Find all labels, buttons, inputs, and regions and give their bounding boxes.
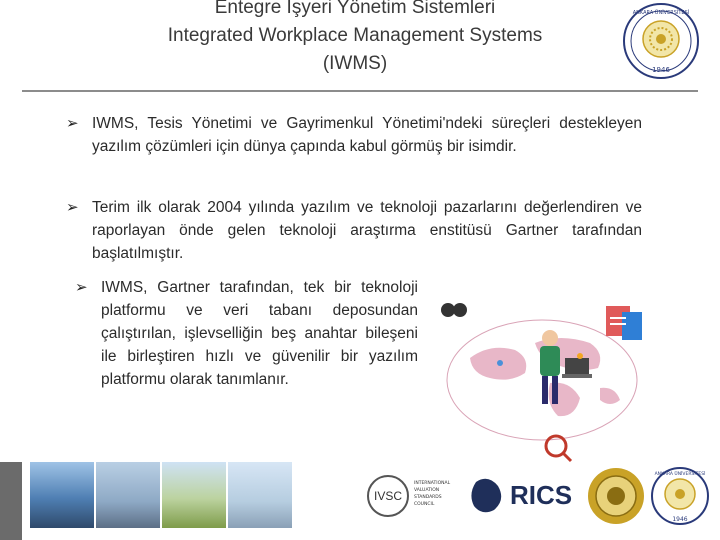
title-english: Integrated Workplace Management Systems — [167, 25, 543, 46]
gold-seal-logo — [588, 468, 644, 524]
logo-year: 1946 — [652, 66, 670, 74]
ivsc-line: INTERNATIONAL — [414, 481, 451, 486]
title-abbreviation: (IWMS) — [322, 53, 388, 74]
title-turkish: Entegre Işyeri Yönetim Sistemleri — [214, 0, 496, 18]
rics-label: RICS — [510, 480, 573, 510]
footer-gray-block — [0, 462, 22, 540]
partner-logos — [358, 466, 720, 536]
ivsc-line: STANDARDS — [414, 495, 442, 500]
bullet-text: IWMS, Tesis Yönetimi ve Gayrimenkul Yönetimi'ndeki süreçleri destekleyen yazılım çözümleri için dünya çapında kabul görmüş bir isimdir. — [92, 115, 642, 155]
logo-arc-text: ANKARA ÜNİVERSİTESİ — [632, 10, 690, 16]
workplace-illustration — [430, 288, 666, 468]
cityscape-photo — [228, 462, 292, 528]
ivsc-logo — [368, 476, 451, 516]
arrow-bullet-icon: ➢ — [75, 279, 88, 296]
bullet-item — [66, 112, 642, 158]
header-divider — [22, 90, 698, 92]
ankara-university-logo — [622, 2, 700, 80]
bullet-text: IWMS, Gartner tarafından, tek bir teknoloji platformu ve veri tabanı deposundan çalıştırılan, işlevselliğin beş anahtar bileşeni ile birleştiren hızlı ve güvenilir bir yazılım platformu olarak tanımlanır. — [101, 279, 418, 388]
arrow-bullet-icon: ➢ — [66, 115, 79, 132]
office-towers-photo — [96, 462, 160, 528]
arrow-bullet-icon: ➢ — [66, 199, 79, 216]
seal-year: 1946 — [672, 516, 688, 523]
countryside-photo — [162, 462, 226, 528]
city-skyline-photo — [30, 462, 94, 528]
ivsc-line: VALUATION — [414, 488, 440, 493]
ivsc-line: COUNCIL — [414, 502, 435, 507]
ankara-university-seal — [652, 468, 708, 524]
bullet-item — [75, 276, 418, 391]
ivsc-label: IVSC — [373, 489, 403, 503]
slide-header — [100, 0, 610, 84]
rics-logo — [471, 479, 572, 512]
seal-arc-text: ANKARA ÜNİVERSİTESİ — [654, 472, 706, 477]
bullet-item — [66, 196, 642, 265]
bullet-text: Terim ilk olarak 2004 yılında yazılım ve teknoloji pazarlarını değerlendiren ve raporlayan önde gelen teknoloji araştırma enstitüsü Gartner tarafından başlatılmıştır. — [92, 199, 642, 262]
